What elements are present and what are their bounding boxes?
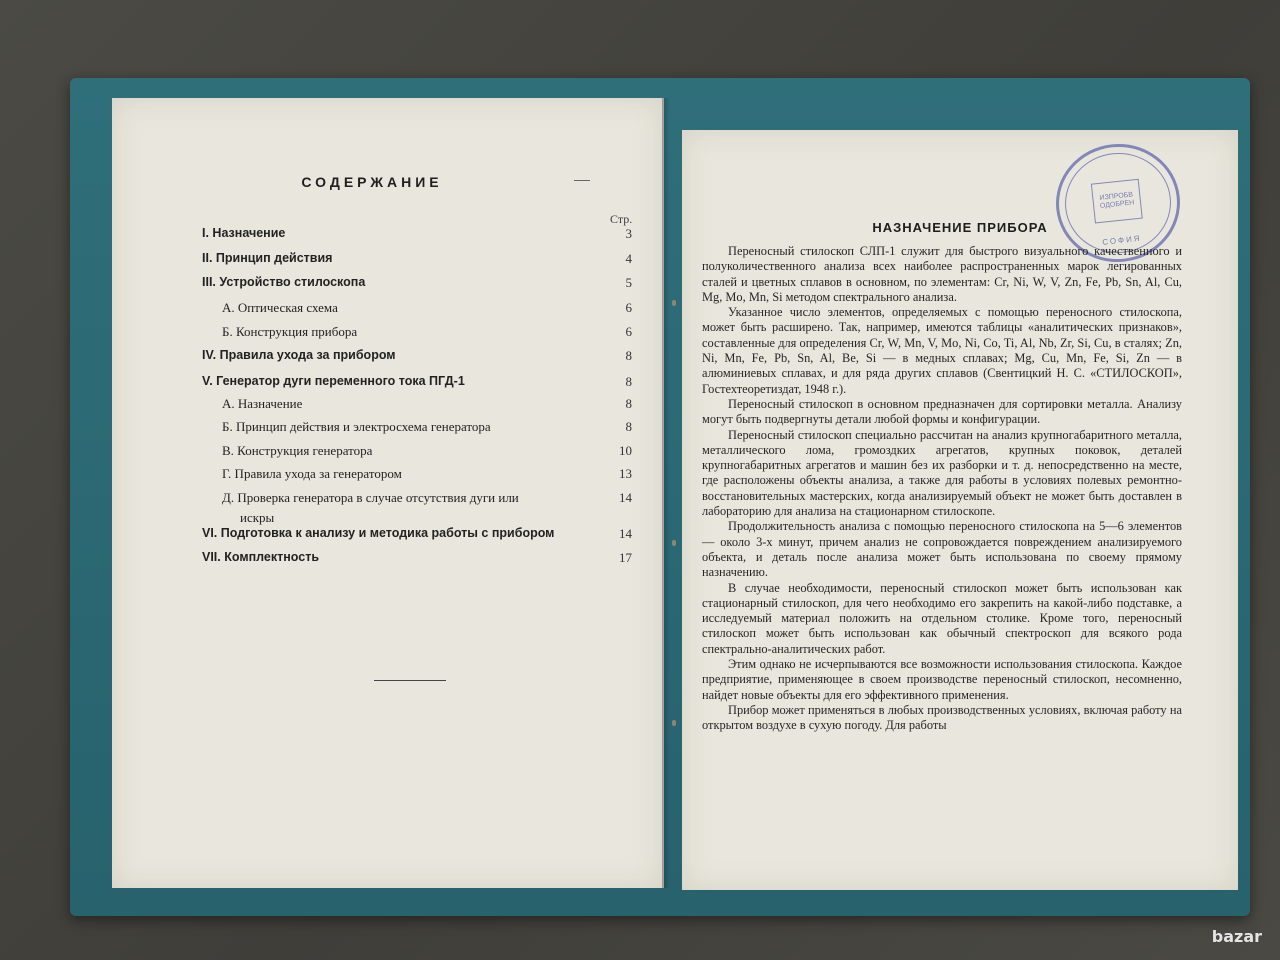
body-paragraph: В случае необходимости, переносный стилоскоп может быть использован как стационарный стилоскоп, для чего необходимо его закрепить на какой-либо подставке, а исследуемый материал положить на отдельном столике. Кроме того, переносный стилоскоп может быть использован как обычный спектроскоп для всякого рода спектрально-аналитических работ. [702,580,1182,656]
body-paragraph: Продолжительность анализа с помощью переносного стилоскопа на 5—6 элементов — около 3-х минут, причем анализ не сопровождается повреждением анализируемого объекта, и деталь после анализа может быть использована по своему прямому назначению. [702,519,1182,580]
toc-entry-page-number: 14 [619,490,632,505]
body-paragraph: Переносный стилоскоп специально рассчитан на анализ крупногабаритного металла, металлического лома, громоздких агрегатов, крупных поковок, деталей крупногабаритных агрегатов и машин без их разборки и т. д. непосредственно на месте, где расположены объекты анализа, а также для работы в условиях полевых ремонтно-восстановительных мастерских, когда анализируемый объект не может быть доставлен в лабораторию для анализа на стационарном стилоскопе. [702,427,1182,519]
toc-entry-page-number: 6 [625,300,632,315]
toc-entry [112,419,632,439]
toc-entry [112,466,632,486]
toc-entry-title: Г. Правила ухода за генератором [222,466,402,481]
toc-entry-page-number: 13 [619,466,632,481]
body-text [702,244,1182,734]
toc-entry-title: В. Конструкция генератора [222,443,373,458]
toc-entry-title: V. Генератор дуги переменного тока ПГД-1 [202,374,465,388]
left-page [112,98,664,888]
toc-entry-page-number: 14 [619,526,632,541]
body-paragraph: Переносный стилоскоп в основном предназначен для сортировки металла. Анализу могут быть подвергнуты детали любой формы и конфигурации. [702,396,1182,427]
toc-entry-page-number: 17 [619,550,632,565]
toc-entry [112,348,632,368]
divider-rule [374,680,446,681]
toc-entry [112,550,632,570]
toc-entry-page-number: 8 [625,419,632,434]
toc-entry-page-number: 8 [625,374,632,389]
binding-stitch [672,720,676,726]
toc-entry [112,443,632,463]
toc-entry [112,251,632,271]
toc-entry-title: Б. Принцип действия и электросхема генератора [222,419,491,434]
toc-entry-title: Б. Конструкция прибора [222,324,358,339]
toc-entry-title-continued: искры [240,510,275,525]
body-paragraph: Указанное число элементов, определяемых с помощью переносного стилоскопа, может быть расширено. Так, например, имеются таблицы «аналитических признаков», составленные для определения Cr, W, Mn, V, Mo, Ni, Co, Ti, Al, Nb, Zr, Si, Cu, в сталях; Zn, Ni, Mn, Fe, Pb, Sn, Al, Be, Si — в медных сплавах; Mg, Cu, Mn, Fe, Si, Zn — в алюминиевых сплавах, и для ряда других сплавов (Свентицкий Н. С. «СТИЛОСКОП», Гостехтеоретиздат, 1948 г.). [702,305,1182,396]
toc-entry-title: А. Назначение [222,396,303,411]
toc-entry [112,300,632,320]
toc-entry-page-number: 10 [619,443,632,458]
right-page [682,130,1238,890]
toc-entry [112,226,632,246]
toc-entry [112,526,632,546]
toc-heading: СОДЕРЖАНИЕ [301,174,443,190]
toc-entry-title: I. Назначение [202,226,286,240]
toc-entry-title: III. Устройство стилоскопа [202,275,366,289]
toc-entry-page-number: 8 [625,396,632,411]
body-paragraph: Прибор может применяться в любых производственных условиях, включая работу на открытом воздухе в сухую погоду. Для работы [702,702,1182,733]
toc-entry-page-number: 3 [625,226,632,241]
toc-entry-title: Д. Проверка генератора в случае отсутствия дуги или [222,490,519,505]
body-paragraph: Переносный стилоскоп СЛП-1 служит для быстрого визуального качественного и полуколичественного анализа всех наиболее распространенных марок легированных сталей и цветных сплавов в основном, по элементам: Cr, Ni, W, V, Zn, Fe, Pb, Sn, Al, Cu, Mg, Mo, Mn, Si методом спектрального анализа. [702,244,1182,304]
toc-entry [112,275,632,295]
stamp-bottom-text: СОФИЯ [1101,233,1143,247]
toc-entry-page-number: 8 [625,348,632,363]
binding-stitch [672,300,676,306]
toc-entry-title: II. Принцип действия [202,251,333,265]
toc-entry-title: VII. Комплектность [202,550,320,564]
heading-dash [574,180,590,181]
toc-entry-title: А. Оптическая схема [222,300,338,315]
body-paragraph: Этим однако не исчерпываются все возможности использования стилоскопа. Каждое предприятие, применяющее в своем производстве переносный стилоскоп, несомненно, найдет новые объекты для его эффективного применения. [702,657,1182,702]
binding-stitch [672,540,676,546]
toc-entry-page-number: 4 [625,251,632,266]
toc-entry [112,490,632,525]
toc-entry [112,374,632,394]
toc-entry-title: VI. Подготовка к анализу и методика работы с прибором [202,526,555,540]
watermark-logo: bazar [1211,927,1262,946]
toc-entry-title: IV. Правила ухода за прибором [202,348,396,362]
page-column-label: Стр. [610,212,633,226]
toc-entry [112,324,632,344]
toc-entry-page-number: 6 [625,324,632,339]
section-heading: НАЗНАЧЕНИЕ ПРИБОРА [872,220,1048,235]
toc-entry-page-number: 5 [625,275,632,290]
toc-entry [112,396,632,416]
stamp-center-text: ИЗПРОБВ ОДОБРЕН [1091,179,1143,224]
